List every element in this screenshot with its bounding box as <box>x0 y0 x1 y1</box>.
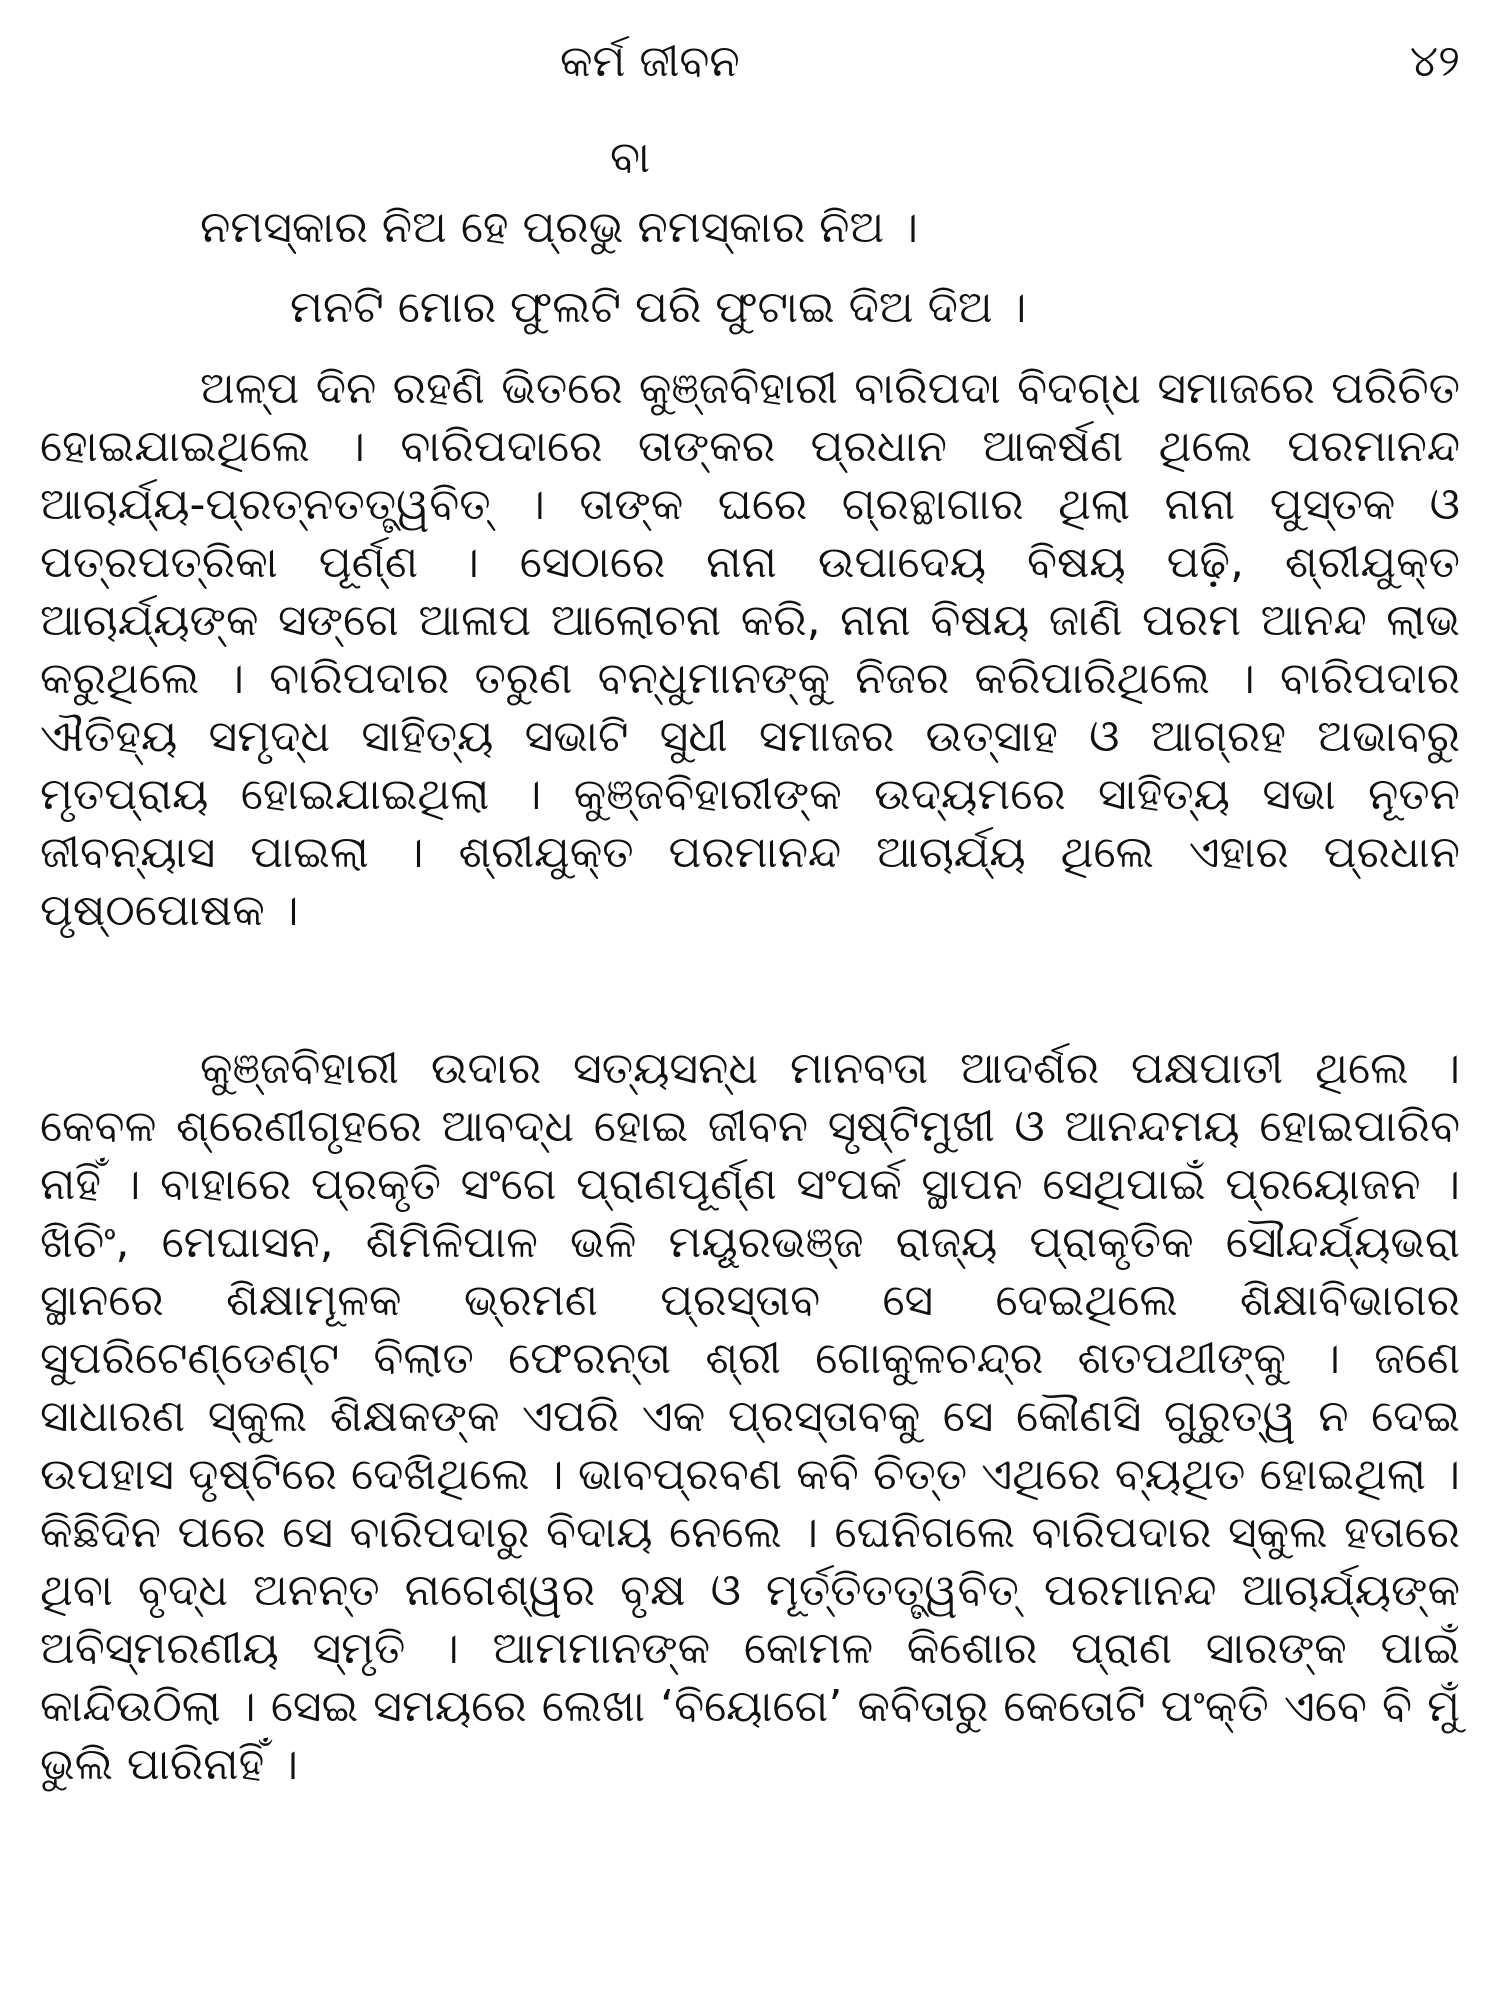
paragraph-2: କୁଞ୍ଜବିହାରୀ ଉଦାର ସତ୍ୟସନ୍ଧ ମାନବତା ଆଦର୍ଶର ପକ୍ଷପାତୀ ଥିଲେ । କେବଳ ଶ୍ରେଣୀଗୃହରେ ଆବଦ୍ଧ ହୋଇ ଜୀବନ ସୃଷ୍ଟିମୁଖୀ ଓ ଆନନ୍ଦମୟ ହୋଇପାରିବ ନାହିଁ । ବାହାରେ ପ୍ରକୃତି ସଂଗେ ପ୍ରାଣପୂର୍ଣ୍ଣ ସଂପର୍କ ସ୍ଥାପନ ସେଥିପାଇଁ ପ୍ରୟୋଜନ । ଖିଚିଂ, ମେଘାସନ, ଶିମିଳିପାଳ ଭଳି ମୟୂରଭଞ୍ଜ ରାଜ୍ୟ ପ୍ରାକୃତିକ ସୌନ୍ଦର୍ଯ୍ୟଭରା ସ୍ଥାନରେ ଶିକ୍ଷାମୂଳକ ଭ୍ରମଣ ପ୍ରସ୍ତାବ ସେ ଦେଇଥିଲେ ଶିକ୍ଷାବିଭାଗର ସୁପରିଟେଣ୍ଡେଣ୍ଟ ବିଲାତ ଫେରନ୍ତା ଶ୍ରୀ ଗୋକୁଳଚନ୍ଦ୍ର ଶତପଥୀଙ୍କୁ । ଜଣେ ସାଧାରଣ ସ୍କୁଲ ଶିକ୍ଷକଙ୍କ ଏପରି ଏକ ପ୍ରସ୍ତାବକୁ ସେ କୌଣସି ଗୁରୁତ୍ୱ ନ ଦେଇ ଉପହାସ ଦୃଷ୍ଟିରେ ଦେଖିଥିଲେ । ଭାବପ୍ରବଣ କବି ଚିତ୍ତ ଏଥିରେ ବ୍ୟଥିତ ହୋଇଥିଲା । କିଛିଦିନ ପରେ ସେ ବାରିପଦାରୁ ବିଦାୟ ନେଲେ । ଘେନିଗଲେ ବାରିପଦାର ସ୍କୁଲ ହତାରେ ଥିବା ବୃଦ୍ଧ ଅନନ୍ତ ନାଗେଶ୍ୱର ବୃକ୍ଷ ଓ ମୂର୍ତ୍ତିତତ୍ତ୍ୱବିତ୍ ପରମାନନ୍ଦ ଆଚାର୍ଯ୍ୟଙ୍କ ଅବିସ୍ମରଣୀୟ ସ୍ମୃତି । ଆମମାନଙ୍କ କୋମଳ କିଶୋର ପ୍ରାଣ ସାରଙ୍କ ପାଇଁ କାନ୍ଦିଉଠିଲା । ସେଇ ସମୟରେ ଲେଖା ‘ବିୟୋଗେ’ କବିତାରୁ କେତୋଟି ପଂକ୍ତି ଏବେ ବି ମୁଁ ଭୁଲି ପାରିନାହିଁ । <box>40 1043 1460 1790</box>
verse-line-2: ମନଟି ମୋର ଫୁଲଟି ପରି ଫୁଟାଇ ଦିଅ ଦିଅ । <box>290 282 1027 333</box>
paragraph-1: ଅଳ୍ପ ଦିନ ରହଣି ଭିତରେ କୁଞ୍ଜବିହାରୀ ବାରିପଦା ବିଦଗ୍ଧ ସମାଜରେ ପରିଚିତ ହୋଇଯାଇଥିଲେ । ବାରିପଦାରେ ତାଙ୍କର ପ୍ରଧାନ ଆକର୍ଷଣ ଥିଲେ ପରମାନନ୍ଦ ଆଚାର୍ଯ୍ୟ-ପ୍ରତ୍ନତତ୍ତ୍ୱବିତ୍ । ତାଙ୍କ ଘରେ ଗ୍ରନ୍ଥାଗାର ଥିଲା ନାନା ପୁସ୍ତକ ଓ ପତ୍ରପତ୍ରିକା ପୂର୍ଣ୍ଣ । ସେଠାରେ ନାନା ଉପାଦେୟ ବିଷୟ ପଢ଼ି, ଶ୍ରୀଯୁକ୍ତ ଆଚାର୍ଯ୍ୟଙ୍କ ସଙ୍ଗେ ଆଳାପ ଆଲୋଚନା କରି, ନାନା ବିଷୟ ଜାଣି ପରମ ଆନନ୍ଦ ଲାଭ କରୁଥିଲେ । ବାରିପଦାର ତରୁଣ ବନ୍ଧୁମାନଙ୍କୁ ନିଜର କରିପାରିଥିଲେ । ବାରିପଦାର ଐତିହ୍ୟ ସମୃଦ୍ଧ ସାହିତ୍ୟ ସଭାଟି ସୁଧୀ ସମାଜର ଉତ୍ସାହ ଓ ଆଗ୍ରହ ଅଭାବରୁ ମୃତପ୍ରାୟ ହୋଇଯାଇଥିଲା । କୁଞ୍ଜବିହାରୀଙ୍କ ଉଦ୍ୟମରେ ସାହିତ୍ୟ ସଭା ନୂତନ ଜୀବନ୍ୟାସ ପାଇଲା । ଶ୍ରୀଯୁକ୍ତ ପରମାନନ୍ଦ ଆଚାର୍ଯ୍ୟ ଥିଲେ ଏହାର ପ୍ରଧାନ ପୃଷ୍ଠପୋଷକ । <box>40 363 1460 936</box>
running-header <box>0 30 1500 100</box>
verse-or-label: ବା <box>610 132 651 183</box>
page-number: ୪୨ <box>1409 36 1460 87</box>
verse-line-1: ନମସ୍କାର ନିଅ ହେ ପ୍ରଭୁ ନମସ୍କାର ନିଅ । <box>200 202 919 253</box>
chapter-title: କର୍ମ ଜୀବନ <box>560 36 740 87</box>
